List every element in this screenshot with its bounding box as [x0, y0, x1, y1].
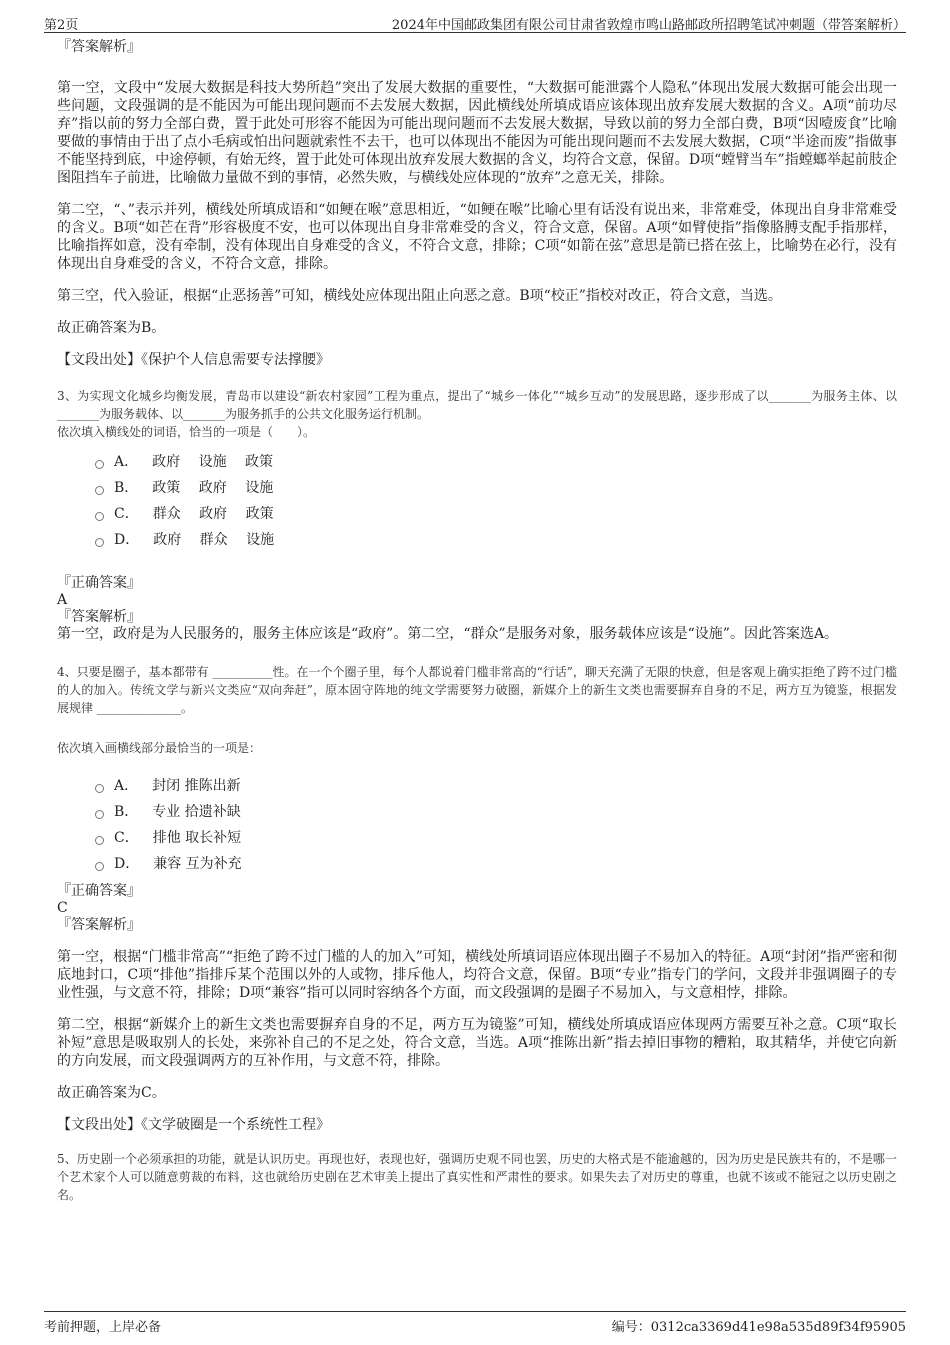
option-list	[95, 773, 897, 877]
question-prompt: 依次填入画横线部分最恰当的一项是：	[57, 741, 262, 755]
option-letter: A．	[114, 778, 139, 794]
option-text: 群众 政府 政策	[152, 506, 274, 522]
option-list	[95, 449, 897, 553]
radio-icon[interactable]	[95, 538, 104, 547]
option-a[interactable]	[95, 773, 897, 799]
correct-answer: A	[57, 592, 68, 608]
question-stem: 3、为实现文化城乡均衡发展，青岛市以建设“新农村家园”工程为重点，提出了“城乡一体化”“城乡互动”的发展思路，逐步形成了以_______为服务主体、以_______为服务载体、以_______为服务抓手的公共文化服务运行机制。	[57, 389, 897, 421]
option-c[interactable]	[95, 501, 897, 527]
analysis-paragraph: 第一空，文段中“发展大数据是科技大势所趋”突出了发展大数据的重要性，“大数据可能泄露个人隐私”体现出发展大数据可能会出现一些问题，文段强调的是不能因为可能出现问题而不去发展大数据，因此横线处所填成语应该体现出放弃发展大数据的含义。A项“前功尽弃”指以前的努力全部白费，置于此处可形容不能因为可能出现问题而不去发展大数据，导致以前的努力全部白费，B项“因噎废食”比喻要做的事情由于出了点小毛病或怕出问题就索性不去干，也可以体现出不能因为可能出现问题而不去发展大数据，C项“半途而废”指做事不能坚持到底，中途停顿，有始无终，置于此处可体现出放弃发展大数据的含义，均符合文意，保留。D项“螳臂当车”指螳螂举起前肢企图阻挡车子前进，比喻做力量做不到的事情，必然失败，与横线处应体现的“放弃”之意无关，排除。	[57, 80, 897, 186]
page-content	[57, 38, 897, 1204]
analysis-paragraph: 第二空，根据“新媒介上的新生文类也需要摒弃自身的不足，两方互为镜鉴”可知，横线处所填成语应体现两方需要互补之意。C项“取长补短”意思是吸取别人的长处，来弥补自己的不足之处，符合文意，当选。A项“推陈出新”指去掉旧事物的糟粕，取其精华，并使它向新的方向发展，而文段强调两方的互补作用，与文意不符，排除。	[57, 1017, 897, 1069]
radio-icon[interactable]	[95, 486, 104, 495]
option-text: 政府 设施 政策	[152, 454, 274, 470]
source-citation: 【文段出处】《文学破圈是一个系统性工程》	[57, 1117, 330, 1133]
page-header	[44, 12, 906, 33]
radio-icon[interactable]	[95, 460, 104, 469]
correct-answer: C	[57, 900, 68, 916]
conclusion: 故正确答案为B。	[57, 320, 166, 336]
analysis-paragraph: 第一空，政府是为人民服务的，服务主体应该是“政府”。第二空，“群众”是服务对象，服务载体应该是“设施”。因此答案选A。	[57, 626, 839, 642]
option-b[interactable]	[95, 799, 897, 825]
option-letter: B．	[114, 804, 139, 820]
page-number: 第2页	[44, 18, 79, 33]
option-text: 政府 群众 设施	[153, 532, 275, 548]
option-letter: D．	[114, 532, 140, 548]
page-footer	[44, 1311, 906, 1335]
document-id: 编号：0312ca3369d41e98a535d89f34f95905	[611, 1320, 906, 1335]
radio-icon[interactable]	[95, 836, 104, 845]
option-c[interactable]	[95, 825, 897, 851]
option-letter: D．	[114, 856, 140, 872]
correct-answer-label: 『正确答案』	[57, 575, 141, 591]
question-stem: 4、只要是圈子，基本都带有 __________性。在一个个圈子里，每个人都说着门槛非常高的“行话”，聊天充满了无限的快意，但是客观上确实拒绝了跨不过门槛的人的加入。传统文学与新兴文类应“双向奔赶”，原本固守阵地的纯文学需要努力破圈，新媒介上的新生文类也需要摒弃自身的不足，两方互为镜鉴，根据发展规律 ______________。	[57, 665, 897, 715]
option-letter: B．	[114, 480, 139, 496]
option-d[interactable]	[95, 851, 897, 877]
option-a[interactable]	[95, 449, 897, 475]
question-stem: 5、历史剧一个必须承担的功能，就是认识历史。再现也好，表现也好，强调历史观不同也罢，历史的大格式是不能逾越的，因为历史是民族共有的，不是哪一个艺术家个人可以随意剪裁的布料，这也就给历史剧在艺术审美上提出了真实性和严肃性的要求。如果失去了对历史的尊重，也就不该或不能冠之以历史剧之名。	[57, 1152, 897, 1202]
option-letter: C．	[114, 506, 139, 522]
answer-analysis-label: 『答案解析』	[57, 609, 141, 625]
option-b[interactable]	[95, 475, 897, 501]
radio-icon[interactable]	[95, 512, 104, 521]
question-prompt: 依次填入横线处的词语，恰当的一项是（ ）。	[57, 425, 316, 439]
answer-analysis-label: 『答案解析』	[57, 39, 141, 55]
radio-icon[interactable]	[95, 862, 104, 871]
source-citation: 【文段出处】《保护个人信息需要专法撑腰》	[57, 352, 330, 368]
option-text: 排他 取长补短	[152, 830, 242, 846]
option-text: 政策 政府 设施	[152, 480, 274, 496]
option-text: 封闭 推陈出新	[152, 778, 241, 794]
analysis-paragraph: 第二空，“、”表示并列，横线处所填成语和“如鲠在喉”意思相近，“如鲠在喉”比喻心里有话没有说出来，非常难受，体现出自身非常难受的含义。B项“如芒在背”形容极度不安，也可以体现出自身非常难受的含义，符合文意，保留。A项“如臂使指”指像胳膊支配手指那样，比喻指挥如意，没有牵制，没有体现出自身难受的含义，不符合文意，排除；C项“如箭在弦”意思是箭已搭在弦上，比喻势在必行，没有体现出自身难受的含义，不符合文意，排除。	[57, 202, 897, 272]
option-text: 兼容 互为补充	[153, 856, 242, 872]
answer-analysis-label: 『答案解析』	[57, 917, 141, 933]
question-4	[57, 663, 897, 1134]
footer-slogan: 考前押题，上岸必备	[44, 1320, 162, 1335]
question-5	[57, 1150, 897, 1204]
option-d[interactable]	[95, 527, 897, 553]
radio-icon[interactable]	[95, 784, 104, 793]
option-letter: C．	[114, 830, 139, 846]
conclusion: 故正确答案为C。	[57, 1085, 166, 1101]
analysis-paragraph: 第一空，根据“门槛非常高”“拒绝了跨不过门槛的人的加入”可知，横线处所填词语应体现出圈子不易加入的特征。A项“封闭”指严密和彻底地封口，C项“排他”指排斥某个范围以外的人或物，排斥他人，均符合文意，保留。B项“专业”指专门的学问，文段并非强调圈子的专业性强，与文意不符，排除；D项“兼容”指可以同时容纳各个方面，而文段强调的是圈子不易加入，与文意相悖，排除。	[57, 949, 897, 1001]
correct-answer-label: 『正确答案』	[57, 883, 141, 899]
option-letter: A．	[114, 454, 139, 470]
analysis-paragraph: 第三空，代入验证，根据“止恶扬善”可知，横线处应体现出阻止向恶之意。B项“校正”指校对改正，符合文意，当选。	[57, 288, 782, 304]
radio-icon[interactable]	[95, 810, 104, 819]
option-text: 专业 拾遗补缺	[152, 804, 241, 820]
document-title: 2024年中国邮政集团有限公司甘肃省敦煌市鸣山路邮政所招聘笔试冲刺题（带答案解析）	[391, 18, 906, 33]
question-3	[57, 387, 897, 643]
